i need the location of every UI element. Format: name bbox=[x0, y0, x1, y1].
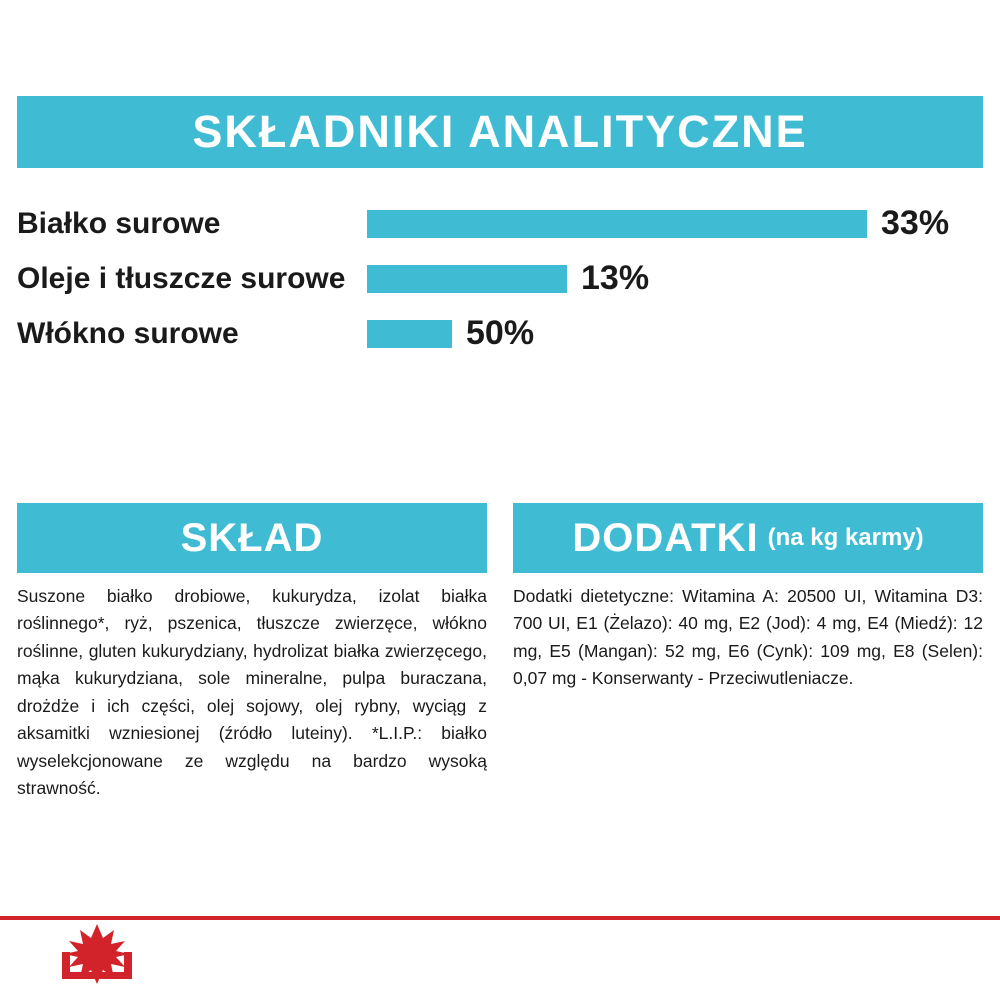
nutrient-row bbox=[17, 306, 983, 361]
royal-canin-crown-logo bbox=[56, 922, 138, 984]
nutrient-value: 33% bbox=[881, 204, 950, 242]
nutrient-bar bbox=[367, 210, 867, 238]
nutrient-label: Białko surowe bbox=[17, 206, 221, 240]
nutrient-bar-wrap bbox=[367, 314, 983, 353]
additives-header bbox=[513, 503, 983, 573]
composition-header: SKŁAD bbox=[17, 503, 487, 573]
nutrient-bar bbox=[367, 265, 567, 293]
additives-panel bbox=[513, 503, 983, 693]
additives-header-subtitle: (na kg karmy) bbox=[767, 524, 924, 551]
analytical-constituents-list bbox=[17, 196, 983, 361]
nutrient-bar-wrap bbox=[367, 259, 983, 298]
nutrient-label: Włókno surowe bbox=[17, 316, 239, 350]
additives-text: Dodatki dietetyczne: Witamina A: 20500 UI, Witamina D3: 700 UI, E1 (Żelazo): 40 mg, E2 (Jod): 4 mg, E4 (Miedź): 12 mg, E5 (Mangan): 52 mg, E6 (Cynk): 109 mg, E8 (Selen): 0,07 mg - Konserwanty - Przeciwutleniacze. bbox=[513, 586, 983, 689]
additives-header-title: DODATKI bbox=[572, 515, 759, 560]
nutrient-bar bbox=[367, 320, 452, 348]
composition-text: Suszone białko drobiowe, kukurydza, izolat białka roślinnego*, ryż, pszenica, tłuszcze zwierzęce, włókno roślinne, gluten kukurydziany, hydrolizat białka zwierzęcego, mąka kukurydziana, sole mineralne, pulpa buraczana, drożdże i ich części, olej sojowy, olej rybny, wyciąg z aksamitki wzniesionej (źródło luteiny). *L.I.P.: białko wyselekcjonowane ze względu na bardzo wysoką strawność. bbox=[17, 586, 487, 799]
footer-divider bbox=[0, 916, 1000, 920]
nutrient-label: Oleje i tłuszcze surowe bbox=[17, 261, 346, 295]
composition-panel bbox=[17, 503, 487, 803]
nutrient-bar-wrap bbox=[367, 204, 983, 243]
nutrient-value: 13% bbox=[581, 259, 650, 297]
nutrient-row bbox=[17, 196, 983, 251]
analytical-constituents-header: SKŁADNIKI ANALITYCZNE bbox=[17, 96, 983, 168]
nutrient-row bbox=[17, 251, 983, 306]
nutrient-value: 50% bbox=[466, 314, 535, 352]
